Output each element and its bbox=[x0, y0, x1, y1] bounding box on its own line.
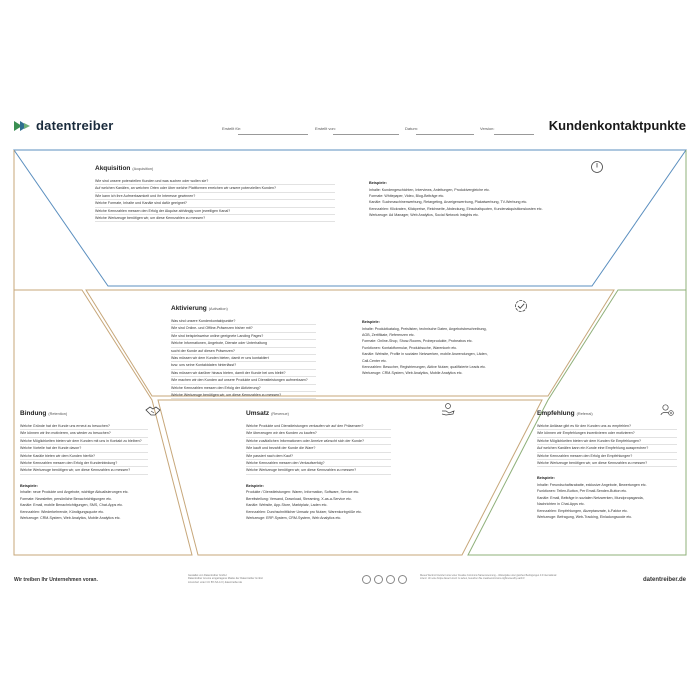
question-item: Welche Kennzahlen messen den Erfolg der Empfehlungen? bbox=[537, 453, 677, 460]
section-bindung[interactable] bbox=[20, 410, 148, 521]
examples-akquisition bbox=[369, 181, 543, 219]
example-item: Nachrichten in Chat-Apps etc. bbox=[537, 502, 585, 507]
examples-title: Beispiele: bbox=[369, 181, 387, 185]
cc-license-icons bbox=[362, 575, 407, 584]
question-list-akquisition bbox=[95, 178, 335, 222]
examples-title: Beispiele: bbox=[362, 320, 380, 324]
question-item: Welche Möglichkeiten bieten wir dem Kunden mit uns in Kontakt zu bleiben? bbox=[20, 438, 148, 445]
handshake-icon bbox=[145, 405, 161, 417]
example-item: Funktionen: Kontaktformular, Produktsuche, Warenkorb etc. bbox=[362, 345, 458, 350]
footer-credit-line: Datentreiber ist eine eingetragene Marke der Datentreiber GmbH bbox=[188, 577, 263, 581]
example-item: Inhalte: Freundschaftsrabatte, exklusive Angebote, Bewertungen etc. bbox=[537, 482, 647, 487]
frame-aktivierung bbox=[86, 290, 614, 396]
question-item: Welche Informationen, Angebote, Dienste oder Unterhaltung bbox=[171, 340, 316, 347]
question-item: Welche Werkzeuge benötigen wir, um diese Kennzahlen zu messen? bbox=[171, 392, 316, 399]
question-item: Welche zusätzlichen Informationen oder Anreize wünscht sich der Kunde? bbox=[246, 438, 391, 445]
example-item: AGB, Zertifikate, Referenzen etc. bbox=[362, 332, 415, 337]
example-list-empfehlung bbox=[537, 482, 677, 520]
question-item: Wie kauft und bezahlt der Kunde die Ware? bbox=[246, 445, 391, 452]
question-item: Wie machen wir den Kunden auf unsere Produkte und Dienstleistungen aufmerksam? bbox=[171, 377, 316, 384]
examples-title: Beispiele: bbox=[246, 483, 264, 488]
examples-title: Beispiele: bbox=[20, 483, 38, 488]
question-item: Welche Möglichkeiten bieten wir dem Kunden für Empfehlungen? bbox=[537, 438, 677, 445]
example-list-umsatz bbox=[246, 489, 391, 521]
example-item: Kennzahlen: Durchschnittlicher Umsatz pro Nutzer, Warenkorbgröße etc. bbox=[246, 509, 362, 514]
example-item: Kennzahlen: Besucher, Registrierungen, Aktive Nutzer, qualifizierte Leads etc. bbox=[362, 364, 487, 369]
question-item: Wie passiert nach dem Kauf? bbox=[246, 453, 391, 460]
question-item: Welche Werkzeuge benötigen wir, um diese Kennzahlen zu messen? bbox=[20, 467, 148, 474]
question-item: Wie überzeugen wir den Kunden zu kaufen? bbox=[246, 430, 391, 437]
cc-icon bbox=[362, 575, 371, 584]
by-icon bbox=[374, 575, 383, 584]
section-akquisition[interactable] bbox=[95, 165, 335, 222]
question-item: Welche Kennzahlen messen den Erfolg der Akquise abhängig vom jeweiligen Kanal? bbox=[95, 208, 335, 215]
footer-credit-line: Gestaltet von Datentreiber GmbH bbox=[188, 574, 227, 577]
footer-credits bbox=[188, 574, 263, 584]
section-empfehlung[interactable] bbox=[537, 410, 677, 520]
example-item: Kennzahlen: Klickraten, Klickpreise, Reichweite, Abdeckung, Einschaltquoten, Kundenakquisitionskosten etc. bbox=[369, 206, 543, 211]
example-item: Formate: Online-Shop, Show-Rooms, Probeprodukte, Probeabos etc. bbox=[362, 339, 473, 344]
question-item: Welche Kennzahlen messen den Erfolg der Aktivierung? bbox=[171, 385, 316, 392]
question-item: Wie sind Online- und Offline-Präsenzen bisher mit? bbox=[171, 325, 316, 332]
question-list-umsatz bbox=[246, 423, 391, 475]
example-list-akquisition bbox=[369, 187, 543, 219]
question-item: sucht der Kunde auf diesen Präsenzen? bbox=[171, 348, 316, 355]
power-icon bbox=[590, 160, 604, 174]
footer-website-link[interactable]: datentreiber.de bbox=[642, 577, 686, 583]
question-item: Welche Werkzeuge benötigen wir, um diese Kennzahlen zu messen? bbox=[95, 215, 335, 222]
section-title-akquisition: Akquisition (Acquisition) bbox=[95, 165, 154, 172]
question-item: Welche Kennzahlen messen den Erfolg der Kundenbindung? bbox=[20, 460, 148, 467]
examples-aktivierung bbox=[362, 320, 488, 377]
section-aktivierung[interactable] bbox=[171, 305, 316, 399]
example-item: Inhalte: Produktkatalog, Preislisten, technische Daten, Angebotsbeschreibung, bbox=[362, 326, 487, 331]
question-item: Was müssen wir darüber hinaus bieten, damit der Kunde bei uns bleibt? bbox=[171, 370, 316, 377]
footer-slogan: Wir treiben Ihr Unternehmen voran. bbox=[14, 577, 98, 583]
question-item: Was sind unsere Kundenkontaktpunkte? bbox=[171, 318, 316, 325]
example-item: Kanäle: Email, mobile Benachrichtigungen, SMS, Chat-Apps etc. bbox=[20, 503, 124, 508]
field-created-by: Erstellt von: bbox=[315, 126, 336, 131]
example-item: Kennzahlen: Empfehlungen, Akzeptanzrate, k-Faktor etc. bbox=[537, 508, 628, 513]
question-item: Wie sind unsere potenziellen Kunden und was suchen oder wollen sie? bbox=[95, 178, 335, 185]
example-item: Formate: Newsletter, persönliche Benachrichtigungen etc. bbox=[20, 496, 113, 501]
sa-icon bbox=[386, 575, 395, 584]
question-list-aktivierung bbox=[171, 318, 316, 399]
footer-license-note bbox=[420, 575, 556, 582]
section-umsatz[interactable] bbox=[246, 410, 391, 521]
money-hand-icon bbox=[441, 402, 455, 416]
question-item: Welche Werkzeuge benötigen wir, um diese Kennzahlen zu messen? bbox=[246, 467, 391, 474]
example-item: Kanäle: Suchmaschinenwerbung, Retargeting, Anzeigenwerbung, Plakatwerbung, TV-Werbung etc. bbox=[369, 200, 528, 205]
example-item: Bereitstellung: Versand, Download, Streaming, X-as-a-Service etc. bbox=[246, 496, 352, 501]
example-item: Kennzahlen: Wiederkehrende, Kündigungsquote etc. bbox=[20, 509, 105, 514]
example-list-bindung bbox=[20, 489, 148, 521]
page-title: Kundenkontaktpunkte bbox=[548, 118, 686, 133]
question-list-empfehlung bbox=[537, 423, 677, 467]
question-item: Welche Werkzeuge benötigen wir, um diese Kennzahlen zu messen? bbox=[537, 460, 677, 467]
section-title-empfehlung: Empfehlung (Referral) bbox=[537, 410, 593, 417]
example-item: Kanäle: Email, Beiträge in sozialen Netzwerken, Mundpropaganda, bbox=[537, 495, 644, 500]
question-list-bindung bbox=[20, 423, 148, 475]
nc-icon bbox=[398, 575, 407, 584]
example-item: Werkzeuge: Befragung, Web-Tracking, Einladungscode etc. bbox=[537, 514, 633, 519]
example-item: Werkzeuge: CRM-System, Web Analytics, Mobile Analytics etc. bbox=[362, 371, 463, 376]
example-item: Formate: Whitepaper, Video, Blog-Beiträge etc. bbox=[369, 193, 445, 198]
field-version: Version: bbox=[480, 126, 495, 131]
question-item: bzw. uns seine Kontaktdaten hinterlässt? bbox=[171, 362, 316, 369]
question-item: Was müssen wir dem Kunden bieten, damit er uns kontaktiert bbox=[171, 355, 316, 362]
footer-license-line: Dieses Werk ist lizenziert unter einer Creative Commons Namensnennung – Weitergabe unter gleichen Bedingungen 4.0 International bbox=[420, 575, 557, 577]
question-item: Welche Anlässe gibt es für den Kunden uns zu empfehlen? bbox=[537, 423, 677, 430]
example-item: Kanäle: Website, Profile in sozialen Netzwerken, mobile Anwendungen, Läden, bbox=[362, 352, 488, 357]
question-item: Wie können wir ihn motivieren, uns wieder zu besuchen? bbox=[20, 430, 148, 437]
section-title-bindung: Bindung (Retention) bbox=[20, 410, 68, 417]
check-circle-icon bbox=[514, 299, 528, 313]
footer-license-line: Lizenz. Um eine Kopie dieser Lizenz zu sehen, besuchen Sie creativecommons.org/licenses/by-sa/4.0/ bbox=[420, 578, 525, 581]
field-created-for: Erstellt für: bbox=[222, 126, 242, 131]
question-item: Welche Produkte und Dienstleistungen verkaufen wir auf den Präsenzen? bbox=[246, 423, 391, 430]
example-item: Produkte / Dienstleistungen: Waren, Information, Software, Service etc. bbox=[246, 490, 360, 495]
question-item: Auf welchen Kanälen kann ein Kunde eine Empfehlung aussprechen? bbox=[537, 445, 677, 452]
example-item: Funktionen: Teilen-Button, Per Email-Senden-Button etc. bbox=[537, 489, 628, 494]
question-item: Wie können wir Empfehlungen incentivieren oder motivieren? bbox=[537, 430, 677, 437]
question-item: Wie sind beispielsweise online geeignete Landing Pages? bbox=[171, 333, 316, 340]
question-item: Welche Kennzahlen messen den Verkaufserfolg? bbox=[246, 460, 391, 467]
question-item: Welche Formate, Inhalte und Kanäle sind dafür geeignet? bbox=[95, 200, 335, 207]
example-item: Call-Center etc. bbox=[362, 358, 387, 363]
section-title-aktivierung: Aktivierung (Activation) bbox=[171, 305, 228, 312]
question-item: Welche Gründe hat der Kunde uns erneut zu besuchen? bbox=[20, 423, 148, 430]
question-item: Welche Kanäle bieten wir dem Kunden hierfür? bbox=[20, 453, 148, 460]
examples-title: Beispiele: bbox=[537, 476, 555, 481]
example-item: Inhalte: neue Produkte und Angebote, wichtige Aktualisierungen etc. bbox=[20, 490, 129, 495]
field-date: Datum: bbox=[405, 126, 418, 131]
question-item: Welche Vorteile hat der Kunde davon? bbox=[20, 445, 148, 452]
example-item: Werkzeuge: ERP-System, CRM-System, Web Analytics etc. bbox=[246, 515, 342, 520]
section-title-umsatz: Umsatz (Revenue) bbox=[246, 410, 289, 417]
question-item: Auf welchen Kanälen, an welchen Orten oder über welche Plattformen erreichen wir unsere potenziellen Kunden? bbox=[95, 185, 335, 192]
example-item: Werkzeuge: CRM-System, Web Analytics, Mobile Analytics etc. bbox=[20, 515, 121, 520]
brand-name: datentreiber bbox=[36, 118, 114, 133]
question-item: Wie kann ich ihre Aufmerksamkeit und ihr Interesse gewinnen? bbox=[95, 193, 335, 200]
example-item: Inhalte: Kundengeschichten, Interviews, Anleitungen, Produktvergleiche etc. bbox=[369, 187, 490, 192]
add-user-icon bbox=[660, 403, 674, 417]
example-list-aktivierung bbox=[362, 326, 488, 377]
example-item: Kanäle: Website, App-Store, Marktplatz, Laden etc. bbox=[246, 503, 328, 508]
example-item: Werkzeuge: Ad Manager, Web Analytics, Social Network Insights etc. bbox=[369, 213, 479, 218]
footer-credit-line: Lizenziert unter CC BY-SA 4.0 | datentreiber.de bbox=[188, 580, 243, 584]
